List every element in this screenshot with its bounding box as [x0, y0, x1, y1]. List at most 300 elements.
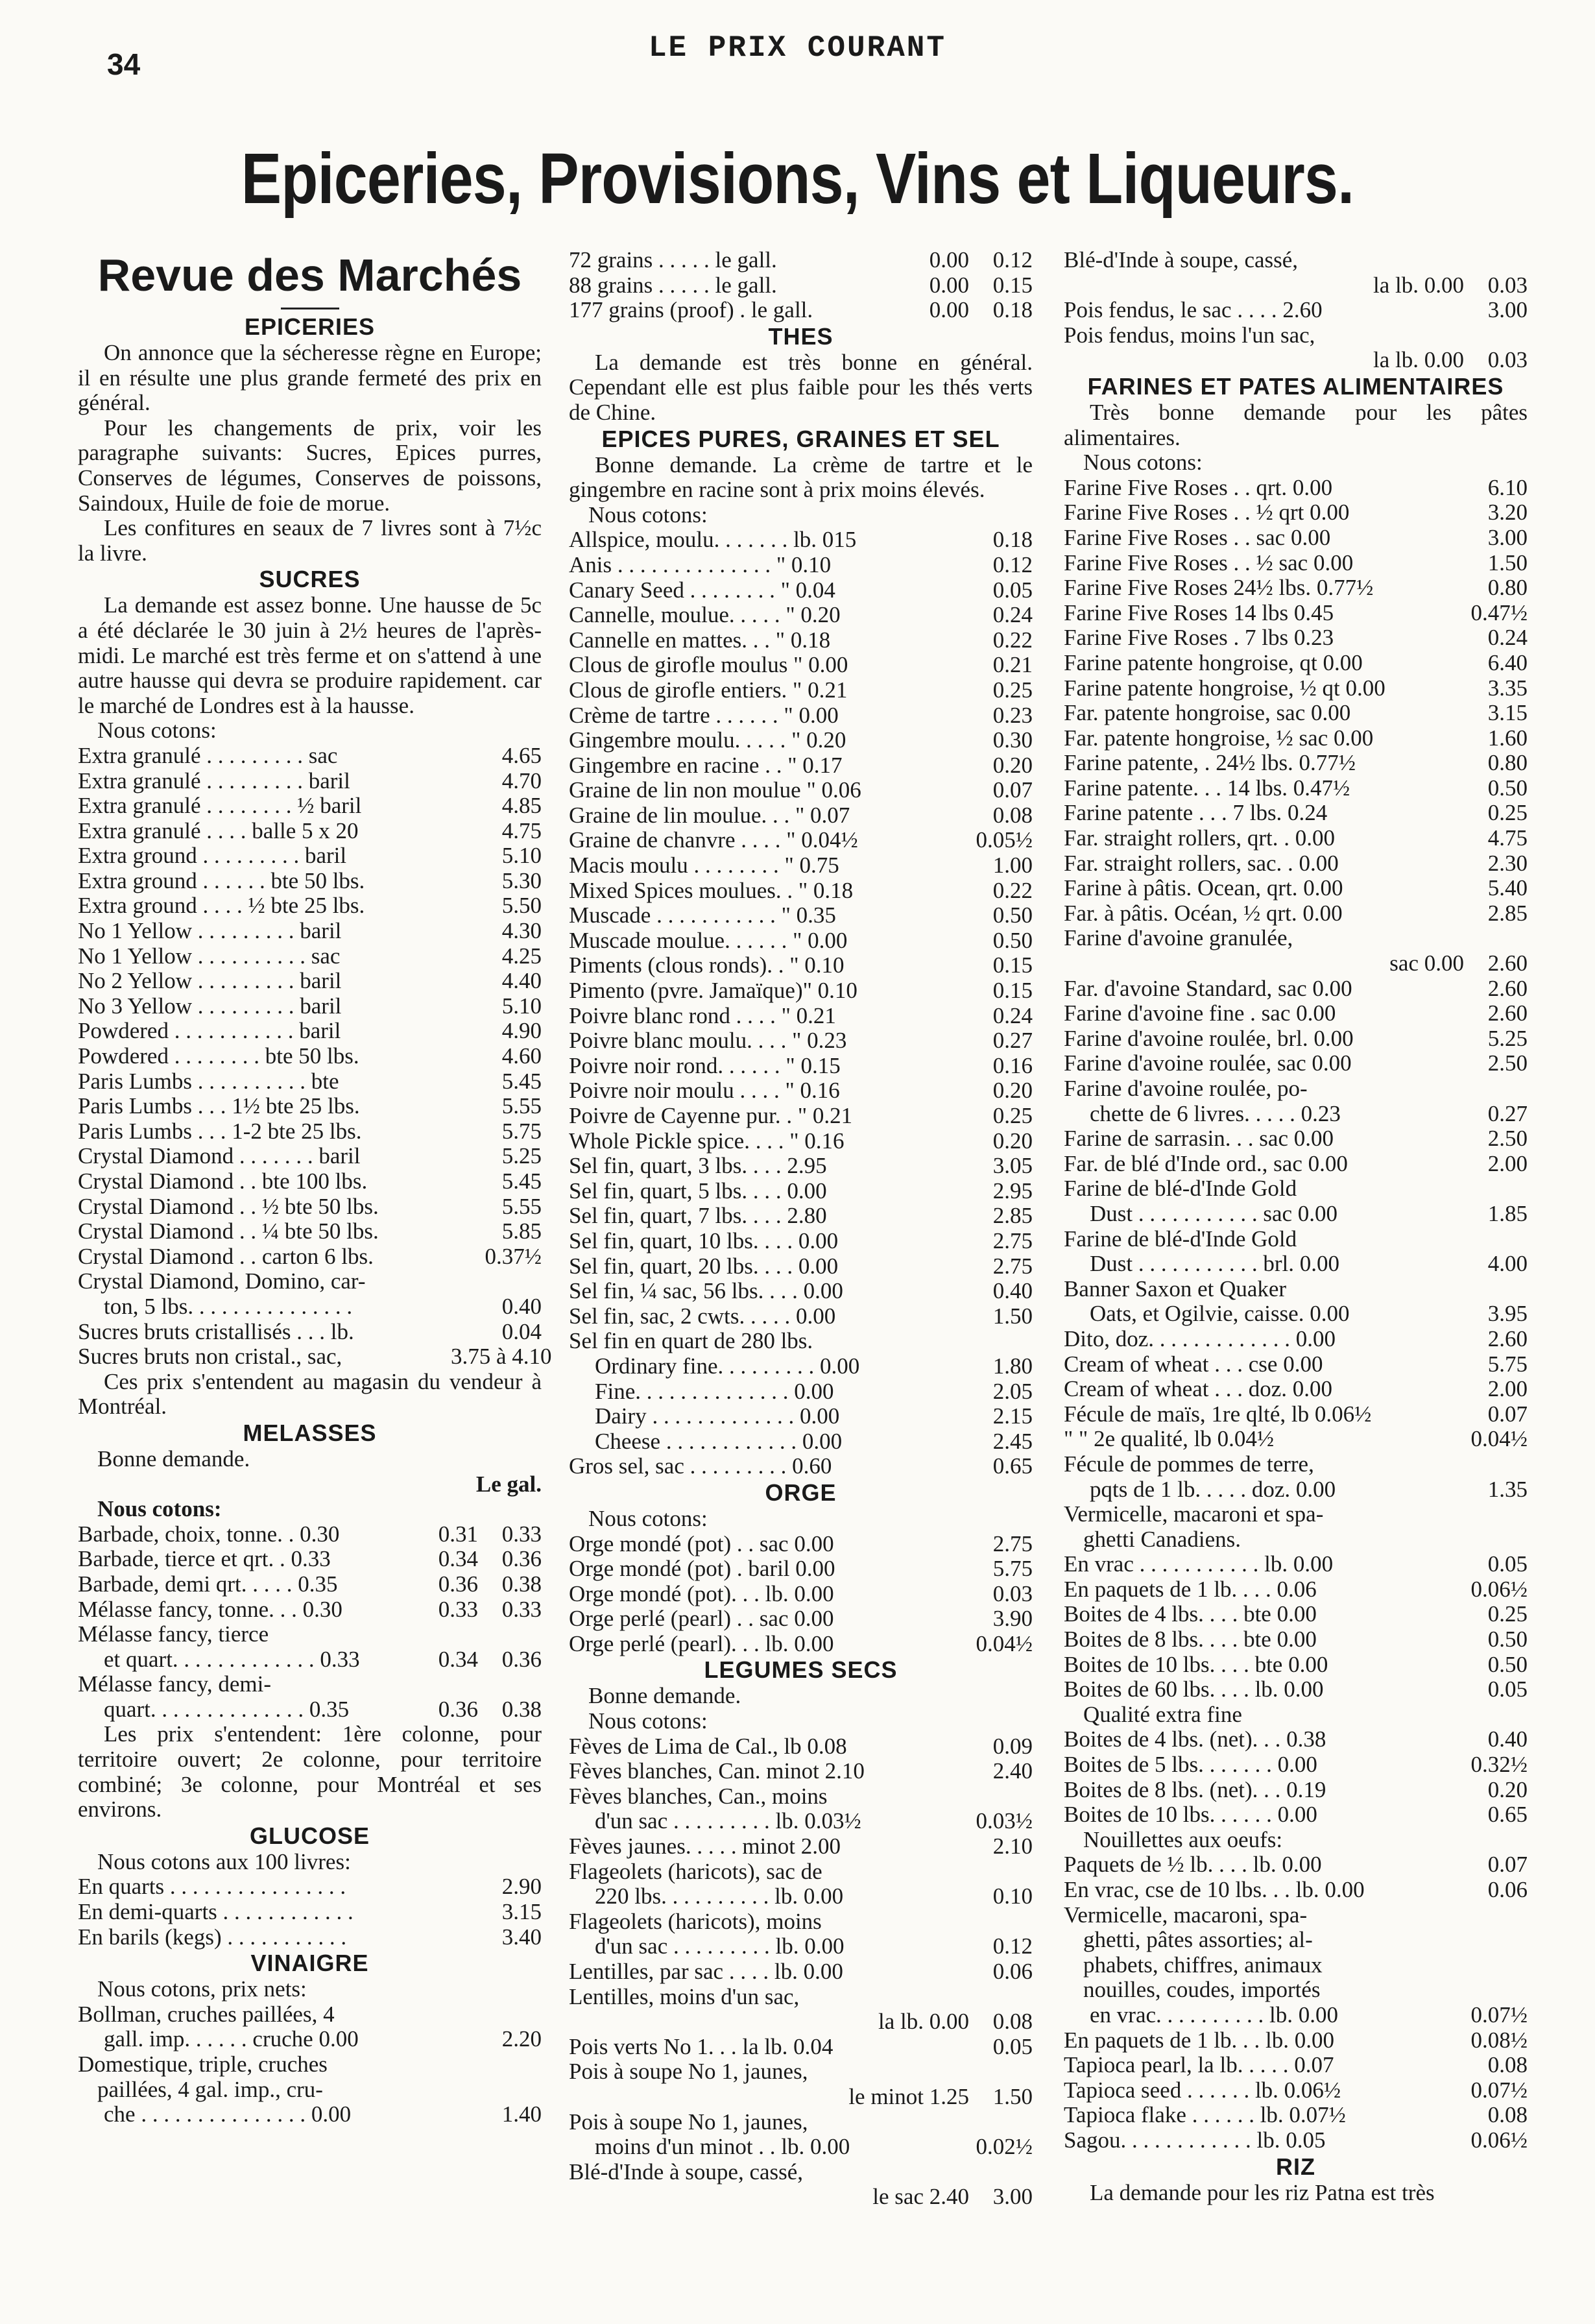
price-row [569, 1532, 1033, 1557]
item-label: Macis moulu . . . . . . . . " 0.75 [569, 853, 839, 878]
price-row [1064, 1001, 1528, 1026]
item-label: Cannelle, moulue. . . . . " 0.20 [569, 603, 841, 628]
price-value: 0.07 [1487, 1401, 1528, 1427]
section-heading-large: Revue des Marchés [97, 250, 522, 300]
price-row [78, 1344, 552, 1370]
price-value: 0.65 [992, 1453, 1033, 1479]
item-label: Clous de girofle entiers. " 0.21 [569, 677, 848, 703]
price-value: 0.32½ [1470, 1752, 1528, 1778]
item-label: Crystal Diamond . . ½ bte 50 lbs. [78, 1194, 379, 1219]
item-label: En paquets de 1 lb. . . . 0.06 [1064, 1577, 1317, 1602]
text-line: ghetti, pâtes assorties; al- [1083, 1927, 1313, 1953]
price-row [1064, 1051, 1528, 1076]
price-value: 2.60 [1487, 950, 1528, 976]
item-label: Farine patente hongroise, qt 0.00 [1064, 650, 1363, 675]
price-row [1064, 951, 1528, 976]
price-value: 1.85 [1487, 1200, 1528, 1226]
item-label: Crème de tartre . . . . . . " 0.00 [569, 703, 839, 728]
paragraph: Les prix s'entendent: 1ère colonne, pour territoire ouvert; 2e colonne, pour territoire combiné; 3e colonne, pour Montréal et ses environs. [78, 1721, 542, 1822]
price-row [569, 828, 1033, 853]
price-row [569, 953, 1033, 978]
price-value: 0.31 [438, 1521, 478, 1547]
item-label: Boites de 8 lbs. (net). . . 0.19 [1064, 1777, 1326, 1802]
price-value: 5.40 [1487, 875, 1528, 901]
paragraph: La demande est assez bonne. Une hausse de 5c a été déclarée le 30 juin à 2½ heures de l'après-midi. Le marché est très ferme et on s'attend à une autre hausse qui devra se produire rapidement. car le marché de Londres est à la hausse. [78, 592, 542, 718]
price-value: 0.03 [1487, 272, 1528, 298]
price-row [1064, 1852, 1528, 1878]
text-line: Nouillettes aux oeufs: [1083, 1826, 1283, 1852]
item-label: Farine Five Roses . 7 lbs 0.23 [1064, 625, 1334, 651]
price-row [78, 893, 542, 919]
item-label: le sac 2.40 [872, 2185, 969, 2210]
text-line: Nous cotons: [97, 1496, 222, 1522]
price-value: 0.36 [438, 1696, 478, 1722]
item-label: Fine. . . . . . . . . . . . . . 0.00 [595, 1379, 834, 1404]
price-value: 0.20 [992, 1078, 1033, 1104]
price-row [1064, 551, 1528, 576]
price-row [1064, 2028, 1528, 2053]
price-row [1064, 1301, 1528, 1327]
price-value: 4.00 [1487, 1251, 1528, 1277]
text-line: Nous cotons: [588, 1708, 708, 1734]
item-label: Dairy . . . . . . . . . . . . . 0.00 [595, 1404, 840, 1429]
price-row [569, 298, 1033, 323]
item-label: Farine patente, . 24½ lbs. 0.77½ [1064, 751, 1356, 776]
price-value: 5.10 [501, 843, 542, 869]
item-label: Tapioca flake . . . . . . lb. 0.07½ [1064, 2103, 1346, 2128]
heading-rule [281, 308, 339, 309]
price-row [1064, 1602, 1528, 1627]
price-row [78, 1044, 542, 1069]
text-line: Nous cotons: [97, 718, 217, 744]
item-label: 88 grains . . . . . le gall. [569, 272, 777, 298]
text-line: Mélasse fancy, tierce [78, 1621, 269, 1647]
item-label: Boites de 60 lbs. . . . lb. 0.00 [1064, 1677, 1324, 1702]
text-line: Farine d'avoine roulée, po- [1064, 1076, 1308, 1101]
price-row [569, 1884, 1033, 1909]
price-row [1064, 1377, 1528, 1402]
item-label: Lentilles, par sac . . . . lb. 0.00 [569, 1959, 843, 1984]
price-value: 0.08 [992, 2009, 1033, 2035]
price-row [1064, 2078, 1528, 2103]
item-label: Farine Five Roses 14 lbs 0.45 [1064, 600, 1334, 625]
price-value: 0.30 [992, 727, 1033, 753]
item-label: Mélasse fancy, tonne. . . 0.30 [78, 1597, 342, 1622]
price-row [1064, 298, 1528, 323]
price-row [569, 1078, 1033, 1104]
section-heading: ORGE [765, 1479, 837, 1506]
price-value: 0.08 [1487, 2102, 1528, 2128]
price-value: 0.18 [992, 297, 1033, 323]
item-label: Orge mondé (pot). . . lb. 0.00 [569, 1581, 834, 1606]
price-row [569, 2035, 1033, 2060]
price-row [569, 2085, 1033, 2110]
price-row [1064, 901, 1528, 926]
price-row [78, 1697, 542, 1723]
item-label: Pois fendus, le sac . . . . 2.60 [1064, 298, 1323, 323]
page-number: 34 [107, 47, 141, 81]
price-row [1064, 2053, 1528, 2078]
price-value: 5.45 [501, 1168, 542, 1194]
price-row [569, 603, 1033, 628]
price-row [569, 903, 1033, 928]
price-value: 0.00 [929, 297, 969, 323]
price-value: 0.33 [501, 1521, 542, 1547]
text-line: Vermicelle, macaroni, spa- [1064, 1902, 1308, 1928]
price-row [1064, 1202, 1528, 1227]
price-value: 2.40 [992, 1758, 1033, 1784]
section-heading: LEGUMES SECS [704, 1656, 898, 1684]
price-value: 5.75 [1487, 1351, 1528, 1377]
price-row [569, 1304, 1033, 1329]
item-label: Farine Five Roses 24½ lbs. 0.77½ [1064, 575, 1374, 601]
price-value: 0.65 [1487, 1802, 1528, 1828]
item-label: Far. à pâtis. Océan, ½ qrt. 0.00 [1064, 901, 1343, 926]
price-value: 0.12 [992, 551, 1033, 577]
price-value: 3.00 [1487, 524, 1528, 550]
price-value: 0.04½ [976, 1630, 1033, 1656]
item-label: Boites de 8 lbs. . . . bte 0.00 [1064, 1627, 1317, 1652]
paragraph: On annonce que la sécheresse règne en Europe; il en résulte une plus grande fermeté des prix en général. [78, 340, 542, 416]
price-value: 4.65 [501, 742, 542, 768]
price-row [78, 1169, 542, 1194]
text-line: nouilles, coudes, importés [1083, 1977, 1321, 2003]
price-value: 0.24 [992, 602, 1033, 628]
text-line: Vermicelle, macaroni et spa- [1064, 1501, 1324, 1527]
price-value: 0.27 [1487, 1100, 1528, 1126]
price-row [78, 2027, 542, 2052]
price-row [78, 869, 542, 894]
price-row [569, 1454, 1033, 1479]
item-label: Cream of wheat . . . cse 0.00 [1064, 1351, 1323, 1377]
column-left [78, 248, 552, 2127]
price-value: 5.55 [501, 1193, 542, 1219]
item-label: Pimento (pvre. Jamaïque)" 0.10 [569, 978, 857, 1004]
paragraph: Bonne demande. La crème de tartre et le gingembre en racine sont à prix moins élevés. [569, 452, 1033, 503]
item-label: Crystal Diamond . . bte 100 lbs. [78, 1169, 368, 1194]
item-label: Dito, doz. . . . . . . . . . . . . 0.00 [1064, 1326, 1336, 1351]
price-row [569, 1606, 1033, 1632]
text-line: Bollman, cruches paillées, 4 [78, 2001, 335, 2027]
price-value: 0.50 [992, 927, 1033, 953]
price-row [569, 803, 1033, 829]
item-label: la lb. 0.00 [1373, 348, 1464, 373]
item-label: Allspice, moulu. . . . . . . lb. 015 [569, 527, 857, 553]
price-value: 0.08 [992, 802, 1033, 828]
price-value: 0.15 [992, 978, 1033, 1004]
price-row [1064, 348, 1528, 373]
price-row [78, 1647, 542, 1673]
price-value: 0.36 [438, 1571, 478, 1597]
price-value: 2.20 [501, 2026, 542, 2052]
price-value: 0.25 [992, 1103, 1033, 1128]
price-row [1064, 575, 1528, 601]
price-row [1064, 1778, 1528, 1803]
price-value: 1.50 [992, 2083, 1033, 2109]
price-value: 5.25 [1487, 1025, 1528, 1051]
item-label: Clous de girofle moulus " 0.00 [569, 653, 848, 678]
item-label: d'un sac . . . . . . . . . lb. 0.03½ [595, 1809, 861, 1834]
item-label: Muscade moulue. . . . . . " 0.00 [569, 928, 848, 953]
price-row [569, 753, 1033, 779]
item-label: 177 grains (proof) . le gall. [569, 298, 813, 323]
price-row [78, 843, 542, 869]
price-row [569, 703, 1033, 729]
text-line: paillées, 4 gal. imp., cru- [97, 2076, 323, 2102]
item-label: Farine Five Roses . . qrt. 0.00 [1064, 475, 1333, 500]
text-line: Sel fin en quart de 280 lbs. [569, 1328, 813, 1354]
price-value: 3.15 [1487, 700, 1528, 726]
price-value: 2.45 [992, 1428, 1033, 1454]
item-label: Fèves jaunes. . . . . minot 2.00 [569, 1834, 841, 1859]
price-value: Le gal. [475, 1471, 542, 1497]
price-row [569, 678, 1033, 703]
item-label: Boites de 10 lbs. . . . . . 0.00 [1064, 1802, 1317, 1828]
price-value: 3.90 [992, 1606, 1033, 1632]
price-value: 0.03½ [976, 1808, 1033, 1834]
price-value: 5.50 [501, 893, 542, 919]
price-row [569, 653, 1033, 678]
price-value: 0.15 [992, 952, 1033, 978]
price-row [569, 1582, 1033, 1607]
item-label: Sel fin, quart, 10 lbs. . . . 0.00 [569, 1228, 839, 1253]
price-row [1064, 776, 1528, 801]
price-row [1064, 701, 1528, 726]
price-row [78, 1019, 542, 1044]
item-label: Poivre noir moulu . . . . " 0.16 [569, 1078, 840, 1104]
price-value: 0.47½ [1470, 599, 1528, 625]
price-value: 1.35 [1487, 1476, 1528, 1502]
price-value: 0.50 [1487, 1651, 1528, 1677]
price-value: 0.06 [1487, 1877, 1528, 1902]
price-value: 0.80 [1487, 750, 1528, 776]
item-label: Dust . . . . . . . . . . . sac 0.00 [1090, 1201, 1338, 1226]
item-label: gall. imp. . . . . . cruche 0.00 [104, 2027, 359, 2052]
running-header: LE PRIX COURANT [648, 31, 947, 65]
item-label: Boites de 10 lbs. . . . bte 0.00 [1064, 1652, 1328, 1677]
price-value: 0.25 [1487, 800, 1528, 826]
price-row [78, 769, 542, 794]
price-row [1064, 1352, 1528, 1377]
section-heading: VINAIGRE [250, 1950, 369, 1977]
item-label: le minot 1.25 [848, 2084, 969, 2109]
paragraph: La demande pour les riz Patna est très [1090, 2179, 1435, 2205]
price-value: 0.37½ [485, 1243, 542, 1269]
price-value: 0.38 [501, 1571, 542, 1597]
item-label: Crystal Diamond . . ¼ bte 50 lbs. [78, 1219, 379, 1244]
section-heading: RIZ [1276, 2153, 1315, 2180]
item-label: Ordinary fine. . . . . . . . . 0.00 [595, 1353, 860, 1379]
price-row [1064, 1652, 1528, 1678]
price-row [569, 527, 1033, 553]
price-value: 0.50 [1487, 775, 1528, 801]
text-line: Qualité extra fine [1083, 1701, 1242, 1727]
item-label: Sel fin, quart, 3 lbs. . . . 2.95 [569, 1154, 827, 1179]
price-value: 0.33 [438, 1596, 478, 1622]
item-label: ton, 5 lbs. . . . . . . . . . . . . . . [104, 1294, 353, 1319]
item-label: En vrac, cse de 10 lbs. . . lb. 0.00 [1064, 1878, 1365, 1902]
price-value: 0.12 [992, 1933, 1033, 1959]
price-value: 5.45 [501, 1068, 542, 1094]
item-label: Paquets de ½ lb. . . . lb. 0.00 [1064, 1852, 1322, 1878]
item-label: Paris Lumbs . . . . . . . . . . bte [78, 1069, 339, 1094]
price-value: 0.22 [992, 627, 1033, 653]
price-row [78, 1547, 542, 1572]
price-row [78, 1294, 542, 1320]
price-row [1064, 1677, 1528, 1702]
price-value: 2.85 [992, 1203, 1033, 1229]
price-value: 2.50 [1487, 1050, 1528, 1076]
price-value: 0.08½ [1470, 2027, 1528, 2053]
price-row [1064, 726, 1528, 751]
item-label: Tapioca pearl, la lb. . . . . 0.07 [1064, 2053, 1334, 2078]
price-row [569, 728, 1033, 753]
price-value: 2.50 [1487, 1126, 1528, 1152]
price-row [78, 969, 542, 994]
text-line: Nous cotons: [588, 1505, 708, 1531]
price-value: 4.70 [501, 768, 542, 793]
item-label: Far. patente hongroise, sac 0.00 [1064, 701, 1351, 726]
price-value: 5.10 [501, 993, 542, 1019]
price-row [569, 2009, 1033, 2035]
price-value: 0.07 [992, 777, 1033, 803]
item-label: Crystal Diamond . . . . . . . baril [78, 1144, 361, 1169]
text-line: Domestique, triple, cruches [78, 2052, 328, 2077]
paragraph: Très bonne demande pour les pâtes alimentaires. [1064, 399, 1528, 450]
price-value: 0.40 [992, 1278, 1033, 1304]
text-line: Farine de blé-d'Inde Gold [1064, 1176, 1297, 1202]
price-row [1064, 976, 1528, 1002]
price-value: 0.36 [501, 1546, 542, 1572]
price-value: 0.06 [992, 1959, 1033, 1984]
price-value: 0.15 [992, 272, 1033, 298]
item-label: Sel fin, quart, 20 lbs. . . . 0.00 [569, 1253, 839, 1279]
item-label: Paris Lumbs . . . 1½ bte 25 lbs. [78, 1094, 360, 1119]
price-value: 5.25 [501, 1143, 542, 1169]
price-value: 0.04½ [1470, 1426, 1528, 1452]
item-label: En barils (kegs) . . . . . . . . . . . [78, 1924, 347, 1950]
price-value: 3.95 [1487, 1301, 1528, 1327]
price-row [569, 1254, 1033, 1279]
item-label: Barbade, demi qrt. . . . . 0.35 [78, 1571, 338, 1597]
paragraph: Les confitures en seaux de 7 livres sont à 7½c la livre. [78, 515, 542, 566]
item-label: Whole Pickle spice. . . . " 0.16 [569, 1128, 845, 1154]
item-label: Tapioca seed . . . . . . lb. 0.06½ [1064, 2077, 1341, 2103]
item-label: No 1 Yellow . . . . . . . . . . sac [78, 943, 341, 969]
price-value: 0.07½ [1470, 2002, 1528, 2027]
price-value: 0.08 [1487, 2052, 1528, 2078]
price-value: 3.40 [501, 1924, 542, 1950]
item-label: Sel fin, quart, 7 lbs. . . . 2.80 [569, 1204, 827, 1229]
price-row [1064, 2103, 1528, 2128]
price-row [569, 1154, 1033, 1179]
price-row [1064, 1577, 1528, 1603]
item-label: 72 grains . . . . . le gall. [569, 248, 777, 272]
item-label: Sel fin, ¼ sac, 56 lbs. . . . 0.00 [569, 1279, 843, 1304]
item-label: Farine d'avoine roulée, sac 0.00 [1064, 1051, 1352, 1076]
item-label: Orge mondé (pot) . . sac 0.00 [569, 1531, 834, 1556]
price-value: 0.33 [501, 1596, 542, 1622]
price-row [78, 1472, 542, 1497]
section-heading: MELASSES [243, 1419, 377, 1446]
price-row [1064, 1477, 1528, 1503]
text-line: Fèves blanches, Can., moins [569, 1783, 828, 1809]
column-middle [569, 248, 1033, 2210]
price-value: 0.20 [992, 1128, 1033, 1154]
price-value: 1.80 [992, 1353, 1033, 1379]
item-label: Poivre de Cayenne pur. . " 0.21 [569, 1104, 853, 1128]
price-row [569, 273, 1033, 298]
item-label: Barbade, tierce et qrt. . 0.33 [78, 1547, 331, 1572]
price-row [569, 1834, 1033, 1859]
section-heading: EPICES PURES, GRAINES ET SEL [601, 425, 1000, 452]
price-row [569, 1556, 1033, 1582]
price-value: 2.60 [1487, 975, 1528, 1001]
item-label: En demi-quarts . . . . . . . . . . . . [78, 1900, 354, 1925]
item-label: Boites de 4 lbs. (net). . . 0.38 [1064, 1727, 1326, 1752]
text-line: Crystal Diamond, Domino, car- [78, 1268, 366, 1294]
text-line: Mélasse fancy, demi- [78, 1671, 272, 1697]
price-value: 0.34 [438, 1646, 478, 1672]
price-value: 5.75 [501, 1118, 542, 1144]
item-label: Extra ground . . . . . . . . . baril [78, 843, 347, 869]
price-value: 0.36 [501, 1646, 542, 1672]
price-row [1064, 500, 1528, 526]
price-value: 0.05 [1487, 1551, 1528, 1577]
price-value: 0.10 [992, 1883, 1033, 1909]
text-line: Blé-d'Inde à soupe, cassé, [569, 2159, 804, 2185]
item-label: En vrac . . . . . . . . . . . lb. 0.00 [1064, 1552, 1334, 1577]
item-label: Paris Lumbs . . . 1-2 bte 25 lbs. [78, 1119, 362, 1144]
item-label: Cheese . . . . . . . . . . . . 0.00 [595, 1429, 843, 1454]
price-row [1064, 526, 1528, 551]
item-label: d'un sac . . . . . . . . . lb. 0.00 [595, 1934, 845, 1959]
item-label: Cannelle en mattes. . . " 0.18 [569, 627, 831, 653]
text-line: Nous cotons: [1083, 450, 1203, 476]
price-value: 0.23 [992, 702, 1033, 728]
price-value: 0.05 [992, 2033, 1033, 2059]
item-label: " " 2e qualité, lb 0.04½ [1064, 1427, 1275, 1452]
price-row [569, 1054, 1033, 1079]
price-row [1064, 851, 1528, 877]
price-row [1064, 1152, 1528, 1177]
text-line: Bonne demande. [97, 1446, 250, 1471]
price-row [78, 1925, 542, 1950]
price-value: 0.25 [992, 677, 1033, 703]
price-row [569, 1809, 1033, 1834]
price-row [78, 819, 542, 844]
item-label: et quart. . . . . . . . . . . . . 0.33 [104, 1647, 360, 1672]
item-label: Mixed Spices moulues. . " 0.18 [569, 878, 854, 903]
item-label: Gingembre moulu. . . . . " 0.20 [569, 728, 846, 753]
text-line: Pois à soupe No 1, jaunes, [569, 2109, 808, 2135]
price-row [569, 578, 1033, 603]
price-value: 1.00 [992, 853, 1033, 878]
price-row [1064, 2003, 1528, 2028]
item-label: No 3 Yellow . . . . . . . . . baril [78, 993, 342, 1019]
price-value: 2.30 [1487, 850, 1528, 876]
section-heading: GLUCOSE [249, 1822, 370, 1849]
price-row [569, 1379, 1033, 1405]
item-label: Farine à pâtis. Ocean, qrt. 0.00 [1064, 876, 1343, 901]
item-label: Graine de lin moulue. . . " 0.07 [569, 803, 850, 828]
item-label: Poivre blanc rond . . . . " 0.21 [569, 1003, 836, 1028]
text-line: Flageolets (haricots), moins [569, 1908, 822, 1934]
price-value: 2.10 [992, 1834, 1033, 1859]
price-row [569, 1028, 1033, 1054]
item-label: Sucres bruts cristallisés . . . lb. [78, 1319, 354, 1344]
price-row [569, 2185, 1033, 2210]
